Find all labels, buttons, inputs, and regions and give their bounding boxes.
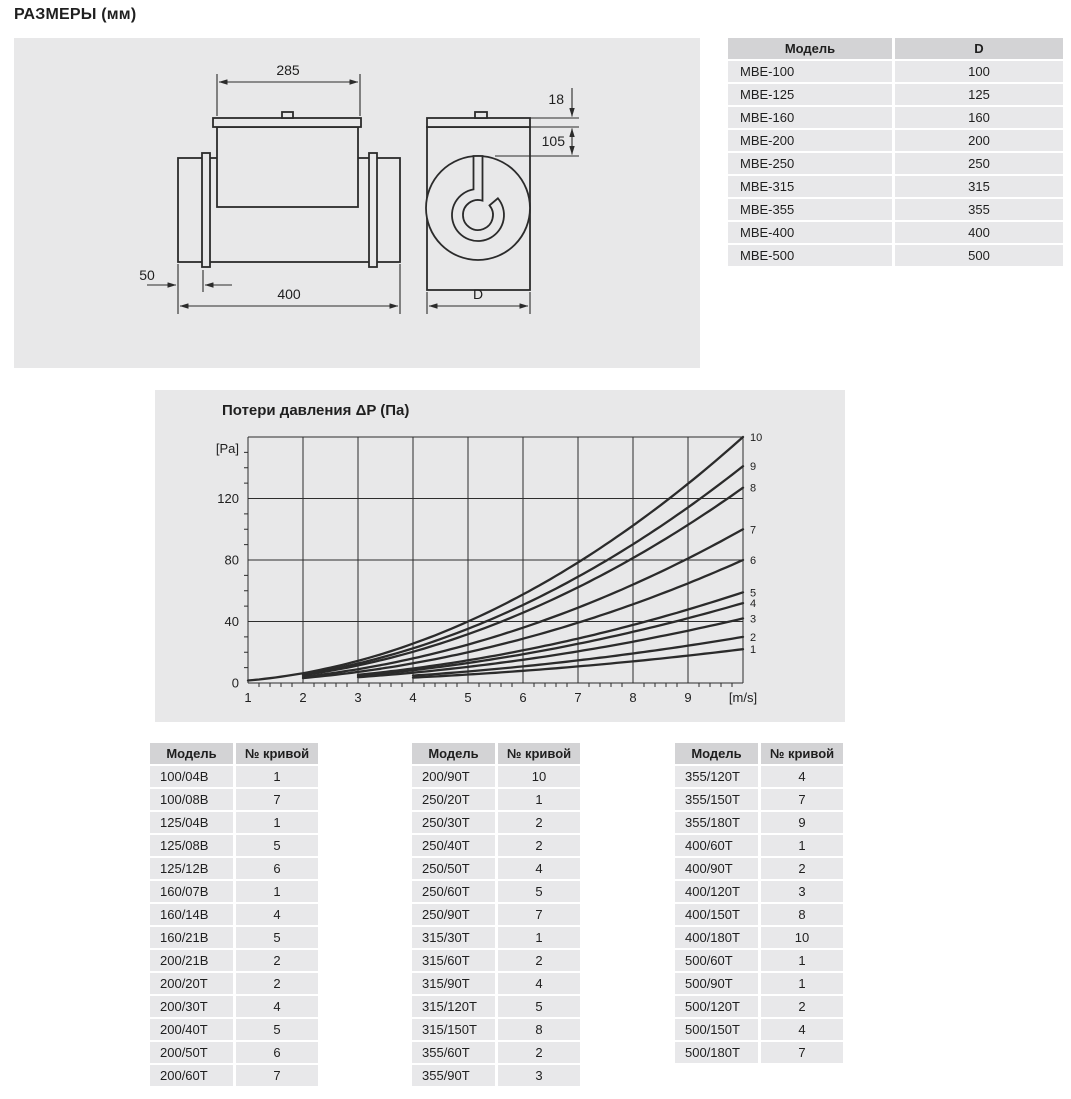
table-row <box>412 766 580 787</box>
x-tick-label: 2 <box>299 690 307 705</box>
table-cell: 5 <box>498 996 580 1017</box>
side-view <box>139 62 400 314</box>
table-cell: 2 <box>498 950 580 971</box>
curve-table-2-header-model: Модель <box>412 743 495 764</box>
curve-table-2 <box>412 743 580 1088</box>
table-cell: 400 <box>895 222 1063 243</box>
table-row <box>150 858 318 879</box>
table-cell: 200/40T <box>150 1019 233 1040</box>
table-row <box>728 84 1063 105</box>
x-tick-label: 4 <box>409 690 417 705</box>
pressure-curve-10 <box>248 437 743 681</box>
table-cell: 315 <box>895 176 1063 197</box>
x-tick-label: 3 <box>354 690 362 705</box>
table-cell: 7 <box>498 904 580 925</box>
table-cell: MBE-160 <box>728 107 892 128</box>
curve-number-label: 9 <box>750 461 757 474</box>
table-cell: 315/60T <box>412 950 495 971</box>
curve-table-1-header-curve: № кривой <box>236 743 318 764</box>
table-cell: 125/08B <box>150 835 233 856</box>
table-row <box>412 812 580 833</box>
table-row <box>150 812 318 833</box>
table-row <box>150 1019 318 1040</box>
size-table-header <box>728 38 1063 59</box>
curve-number-label: 10 <box>750 432 763 444</box>
table-cell: 1 <box>236 881 318 902</box>
table-cell: 200/30T <box>150 996 233 1017</box>
table-row <box>150 766 318 787</box>
curve-table-3-header-curve: № кривой <box>761 743 843 764</box>
table-row <box>675 1019 843 1040</box>
curve-number-label: 7 <box>750 524 757 537</box>
table-cell: MBE-315 <box>728 176 892 197</box>
table-cell: 250/50T <box>412 858 495 879</box>
table-row <box>728 245 1063 266</box>
table-row <box>412 927 580 948</box>
table-cell: 7 <box>236 789 318 810</box>
table-row <box>675 1042 843 1063</box>
size-table <box>728 38 1063 268</box>
table-cell: 10 <box>498 766 580 787</box>
table-cell: 500/90T <box>675 973 758 994</box>
table-row <box>412 1065 580 1086</box>
table-cell: 500/60T <box>675 950 758 971</box>
pressure-chart-panel <box>155 390 845 722</box>
table-cell: 3 <box>498 1065 580 1086</box>
table-cell: 160/14B <box>150 904 233 925</box>
x-tick-label: 6 <box>519 690 527 705</box>
curve-table-1 <box>150 743 318 1088</box>
y-tick-label: 120 <box>217 491 239 506</box>
table-cell: 5 <box>236 927 318 948</box>
table-row <box>150 904 318 925</box>
table-cell: 315/150T <box>412 1019 495 1040</box>
table-row <box>150 1042 318 1063</box>
table-cell: 250/20T <box>412 789 495 810</box>
x-tick-label: 7 <box>574 690 582 705</box>
table-cell: 200/90T <box>412 766 495 787</box>
table-row <box>728 107 1063 128</box>
x-tick-label: 1 <box>244 690 252 705</box>
table-cell: 7 <box>236 1065 318 1086</box>
table-cell: 1 <box>236 812 318 833</box>
dimension-drawing <box>14 38 700 368</box>
table-cell: 4 <box>236 996 318 1017</box>
pressure-chart-svg <box>155 390 845 722</box>
table-cell: 355/120T <box>675 766 758 787</box>
table-row <box>150 881 318 902</box>
y-axis-unit: [Pa] <box>215 441 239 456</box>
table-cell: 2 <box>236 950 318 971</box>
table-cell: 100/08B <box>150 789 233 810</box>
table-cell: 6 <box>236 858 318 879</box>
table-row <box>412 973 580 994</box>
dim-50-label: 50 <box>139 267 155 283</box>
table-cell: 5 <box>498 881 580 902</box>
table-cell: 4 <box>236 904 318 925</box>
front-cable-gland <box>475 112 487 118</box>
curve-number-label: 1 <box>750 644 757 657</box>
table-cell: 500 <box>895 245 1063 266</box>
size-table-header-d: D <box>895 38 1063 59</box>
curve-number-label: 3 <box>750 613 757 626</box>
table-cell: 250/30T <box>412 812 495 833</box>
table-cell: 2 <box>498 835 580 856</box>
front-view <box>426 88 579 314</box>
cable-gland <box>282 112 293 118</box>
table-cell: 250/40T <box>412 835 495 856</box>
table-cell: 400/90T <box>675 858 758 879</box>
x-tick-label: 9 <box>684 690 692 705</box>
dimension-drawing-panel <box>14 38 700 368</box>
dim-105-label: 105 <box>541 133 565 149</box>
table-cell: 160/07B <box>150 881 233 902</box>
curve-number-label: 2 <box>750 631 757 644</box>
front-lid <box>427 118 530 127</box>
table-row <box>728 153 1063 174</box>
curve-table-2-header <box>412 743 580 764</box>
x-tick-label: 5 <box>464 690 472 705</box>
table-row <box>675 881 843 902</box>
table-cell: 200/21B <box>150 950 233 971</box>
table-cell: MBE-100 <box>728 61 892 82</box>
curve-table-3-header-model: Модель <box>675 743 758 764</box>
dim-400-label: 400 <box>277 286 301 302</box>
table-row <box>728 130 1063 151</box>
table-row <box>412 881 580 902</box>
flange-left <box>202 153 210 267</box>
curve-number-label: 8 <box>750 482 757 495</box>
table-row <box>728 61 1063 82</box>
size-table-header-model: Модель <box>728 38 892 59</box>
table-cell: 400/60T <box>675 835 758 856</box>
table-cell: 200/60T <box>150 1065 233 1086</box>
dim-285-label: 285 <box>276 62 300 78</box>
table-cell: MBE-250 <box>728 153 892 174</box>
chart-title: Потери давления ΔP (Па) <box>222 402 410 419</box>
size-table-body <box>728 61 1063 266</box>
table-row <box>150 1065 318 1086</box>
table-cell: MBE-400 <box>728 222 892 243</box>
curve-number-label: 6 <box>750 555 757 567</box>
x-axis-unit: [m/s] <box>728 690 758 705</box>
curve-table-3 <box>675 743 843 1065</box>
table-row <box>675 904 843 925</box>
table-row <box>675 835 843 856</box>
table-cell: MBE-200 <box>728 130 892 151</box>
table-row <box>412 789 580 810</box>
curve-number-label: 4 <box>750 598 757 611</box>
terminal-box <box>217 127 358 207</box>
table-cell: 1 <box>761 973 843 994</box>
table-cell: MBE-355 <box>728 199 892 220</box>
table-cell: 400/180T <box>675 927 758 948</box>
table-cell: 500/180T <box>675 1042 758 1063</box>
table-cell: 315/120T <box>412 996 495 1017</box>
table-row <box>728 222 1063 243</box>
table-row <box>675 812 843 833</box>
table-cell: 10 <box>761 927 843 948</box>
table-row <box>412 1019 580 1040</box>
table-row <box>412 950 580 971</box>
table-cell: 315/90T <box>412 973 495 994</box>
table-cell: 200/20T <box>150 973 233 994</box>
table-cell: 7 <box>761 789 843 810</box>
table-cell: 8 <box>498 1019 580 1040</box>
table-cell: 500/150T <box>675 1019 758 1040</box>
table-cell: 4 <box>498 973 580 994</box>
table-cell: 125/04B <box>150 812 233 833</box>
curve-table-1-header <box>150 743 318 764</box>
table-cell: 160 <box>895 107 1063 128</box>
table-cell: 1 <box>498 789 580 810</box>
pressure-curve-4 <box>358 603 743 676</box>
table-cell: 3 <box>761 881 843 902</box>
table-cell: MBE-125 <box>728 84 892 105</box>
table-row <box>675 927 843 948</box>
curve-table-1-body <box>150 766 318 1086</box>
table-cell: 315/30T <box>412 927 495 948</box>
curve-table-2-header-curve: № кривой <box>498 743 580 764</box>
table-cell: 250/90T <box>412 904 495 925</box>
table-row <box>728 176 1063 197</box>
y-tick-label: 80 <box>224 552 239 568</box>
table-row <box>412 904 580 925</box>
flange-right <box>369 153 377 267</box>
table-row <box>412 835 580 856</box>
table-cell: 200 <box>895 130 1063 151</box>
table-row <box>675 996 843 1017</box>
y-tick-label: 0 <box>231 675 239 691</box>
table-cell: 4 <box>761 1019 843 1040</box>
table-cell: 1 <box>761 950 843 971</box>
table-cell: 6 <box>236 1042 318 1063</box>
table-cell: 2 <box>498 1042 580 1063</box>
table-cell: 200/50T <box>150 1042 233 1063</box>
table-cell: 1 <box>236 766 318 787</box>
table-cell: 250 <box>895 153 1063 174</box>
table-cell: 7 <box>761 1042 843 1063</box>
table-row <box>675 950 843 971</box>
table-row <box>412 858 580 879</box>
table-cell: 355 <box>895 199 1063 220</box>
terminal-box-lid <box>213 118 361 127</box>
table-cell: 250/60T <box>412 881 495 902</box>
table-cell: 4 <box>498 858 580 879</box>
table-row <box>150 835 318 856</box>
table-cell: 500/120T <box>675 996 758 1017</box>
table-cell: 100/04B <box>150 766 233 787</box>
table-cell: 2 <box>498 812 580 833</box>
table-cell: 9 <box>761 812 843 833</box>
curve-table-2-body <box>412 766 580 1086</box>
table-row <box>675 766 843 787</box>
table-cell: 100 <box>895 61 1063 82</box>
dim-D-label: D <box>472 286 484 302</box>
table-cell: MBE-500 <box>728 245 892 266</box>
x-tick-label: 8 <box>629 690 637 705</box>
table-cell: 355/90T <box>412 1065 495 1086</box>
table-cell: 125 <box>895 84 1063 105</box>
table-row <box>412 996 580 1017</box>
table-cell: 4 <box>761 766 843 787</box>
table-row <box>150 789 318 810</box>
table-cell: 125/12B <box>150 858 233 879</box>
table-row <box>412 1042 580 1063</box>
table-row <box>150 973 318 994</box>
table-cell: 1 <box>498 927 580 948</box>
table-cell: 2 <box>761 858 843 879</box>
curve-table-3-header <box>675 743 843 764</box>
table-cell: 2 <box>236 973 318 994</box>
table-cell: 5 <box>236 835 318 856</box>
table-row <box>728 199 1063 220</box>
table-cell: 400/120T <box>675 881 758 902</box>
table-row <box>675 789 843 810</box>
y-tick-label: 40 <box>224 614 239 629</box>
table-cell: 8 <box>761 904 843 925</box>
table-cell: 1 <box>761 835 843 856</box>
table-cell: 400/150T <box>675 904 758 925</box>
curve-number-label: 5 <box>750 587 757 600</box>
table-row <box>675 973 843 994</box>
table-cell: 5 <box>236 1019 318 1040</box>
page-title: РАЗМЕРЫ (мм) <box>14 6 137 23</box>
table-row <box>150 950 318 971</box>
curve-table-1-header-model: Модель <box>150 743 233 764</box>
table-cell: 355/180T <box>675 812 758 833</box>
table-cell: 355/60T <box>412 1042 495 1063</box>
table-row <box>150 996 318 1017</box>
table-cell: 160/21B <box>150 927 233 948</box>
curve-table-3-body <box>675 766 843 1063</box>
table-row <box>150 927 318 948</box>
table-cell: 355/150T <box>675 789 758 810</box>
dim-18-label: 18 <box>548 91 564 107</box>
table-cell: 2 <box>761 996 843 1017</box>
table-row <box>675 858 843 879</box>
